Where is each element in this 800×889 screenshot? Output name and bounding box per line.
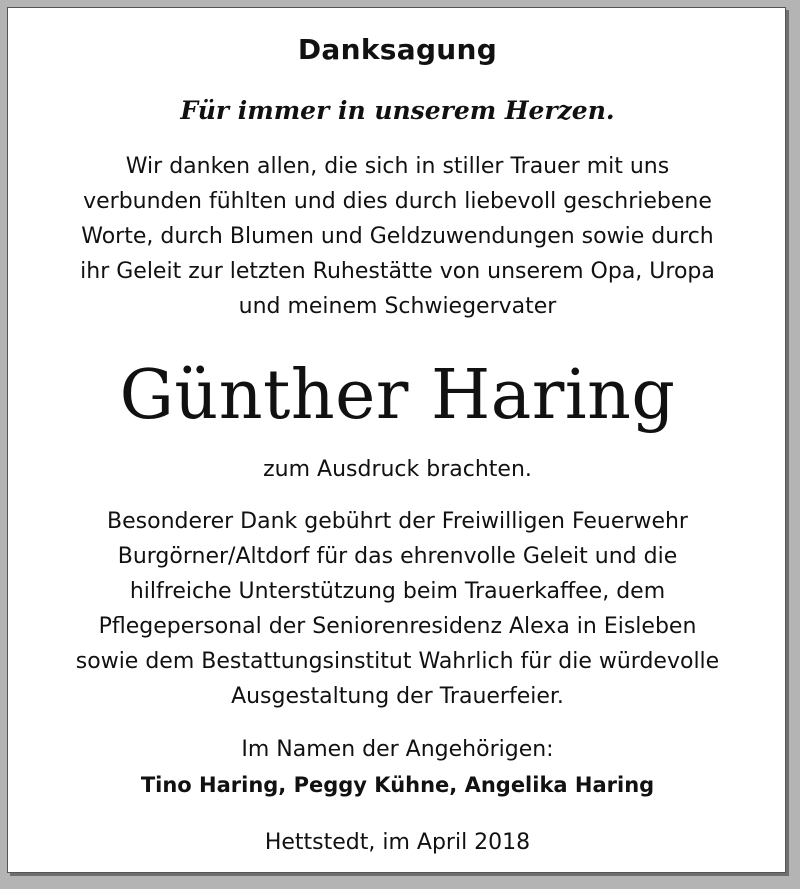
- thanks-paragraph: [8, 149, 787, 324]
- place-date-line: Hettstedt, im April 2018: [264, 830, 531, 855]
- special-thanks-line: Burgörner/Altdorf für das ehrenvolle Geleit und die: [117, 544, 678, 569]
- special-thanks-line: Pflegepersonal der Seniorenresidenz Alexa in Eisleben: [98, 614, 697, 639]
- after-name-line: zum Ausdruck brachten.: [263, 457, 532, 482]
- thanks-line: ihr Geleit zur letzten Ruhestätte von unserem Opa, Uropa: [80, 259, 715, 284]
- thanks-line: Worte, durch Blumen und Geldzuwendungen sowie durch: [81, 224, 714, 249]
- special-thanks-paragraph: [8, 504, 787, 714]
- signers: Tino Haring, Peggy Kühne, Angelika Haring: [140, 773, 655, 797]
- special-thanks-line: Besonderer Dank gebührt der Freiwilligen Feuerwehr: [107, 509, 688, 534]
- after-name-text: [8, 452, 787, 487]
- notice-card: [7, 7, 786, 873]
- thanks-line: Wir danken allen, die sich in stiller Trauer mit uns: [125, 154, 670, 179]
- special-thanks-line: sowie dem Bestattungsinstitut Wahrlich für die würdevolle: [75, 649, 720, 674]
- signature-intro-line: Im Namen der Angehörigen:: [241, 737, 554, 762]
- signature-intro: [8, 732, 787, 767]
- special-thanks-line: hilfreiche Unterstützung beim Trauerkaffee, dem: [129, 579, 666, 604]
- thanks-line: und meinem Schwiegervater: [238, 294, 557, 319]
- notice-motto: Für immer in unserem Herzen.: [180, 96, 615, 125]
- notice-heading: Danksagung: [297, 33, 498, 66]
- deceased-name: Günther Haring: [119, 356, 676, 435]
- thanks-line: verbunden fühlten und dies durch liebevoll geschriebene: [83, 189, 712, 214]
- special-thanks-line: Ausgestaltung der Trauerfeier.: [231, 684, 564, 709]
- place-date: [8, 825, 787, 860]
